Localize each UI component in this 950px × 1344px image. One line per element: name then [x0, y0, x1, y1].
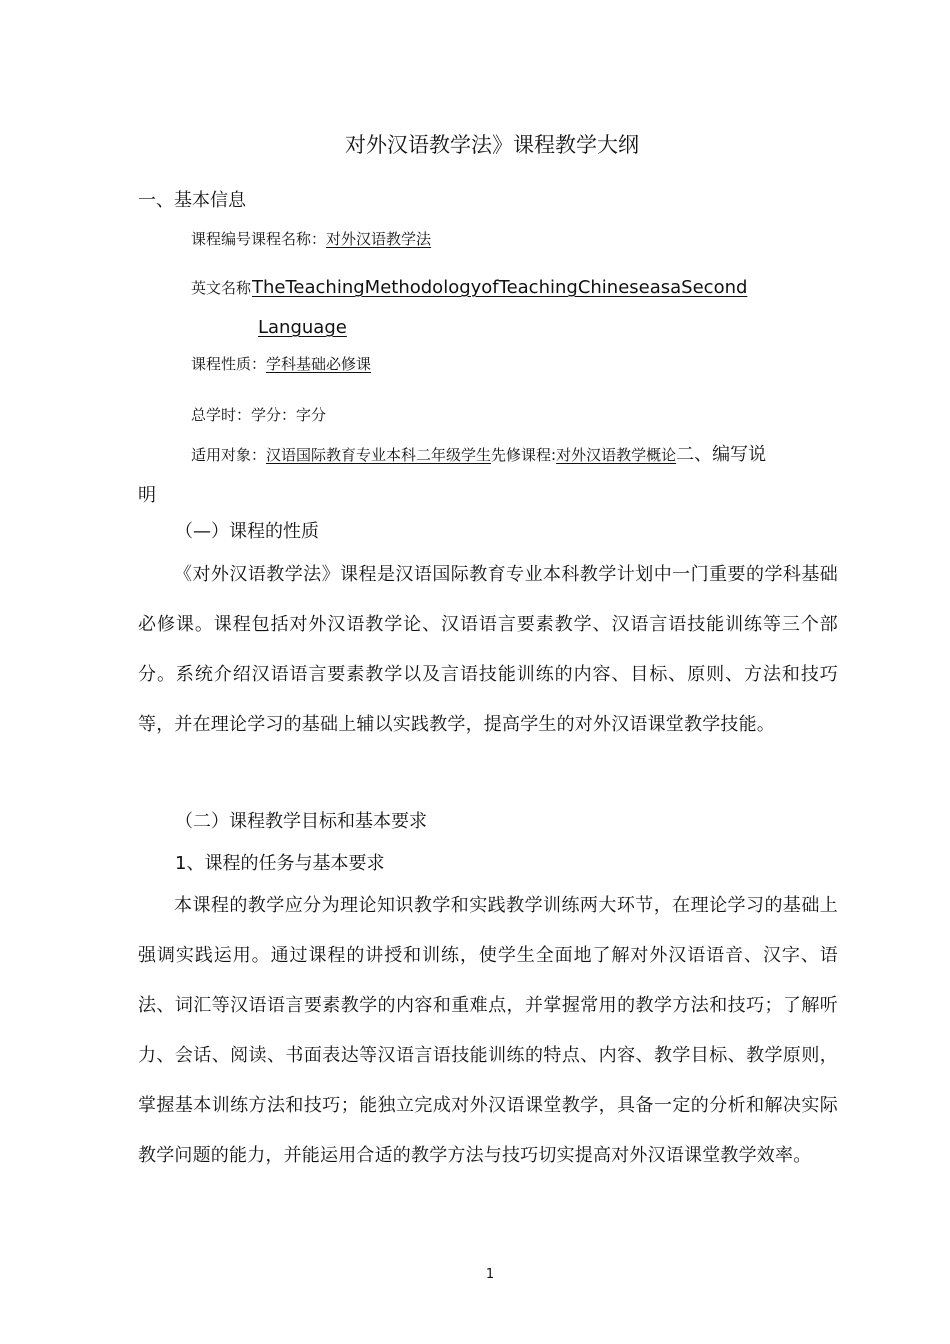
- english-name-value-continued: Language: [258, 317, 347, 338]
- page-number: 1: [485, 1267, 495, 1282]
- course-nature-value: 学科基础必修课: [266, 355, 372, 373]
- audience-value: 汉语国际教育专业本科二年级学生: [266, 446, 492, 464]
- paragraph-tasks-requirements: 本课程的教学应分为理论知识教学和实践教学训练两大环节，在理论学习的基础上强调实践运用。通过课程的讲授和训练，使学生全面地了解对外汉语语音、汉字、语法、词汇等汉语语言要素教学的内容和重难点，并掌握常用的教学方法和技巧；了解听力、会话、阅读、书面表达等汉语言语技能训练的特点、内容、教学目标、教学原则，掌握基本训练方法和技巧；能独立完成对外汉语课堂教学，具备一定的分析和解决实际教学问题的能力，并能运用合适的教学方法与技巧切实提高对外汉语课堂教学效率。: [138, 895, 838, 1166]
- course-code-label: 课程编号: [191, 230, 252, 248]
- subheading-teaching-objectives: （二）课程教学目标和基本要求: [175, 811, 427, 832]
- prereq-value: 对外汉语教学概论: [556, 446, 677, 464]
- course-nature-label: 课程性质：: [191, 355, 267, 373]
- english-name-row: [191, 279, 747, 297]
- english-name-value: TheTeachingMethodologyofTeachingChineseasaSecond: [252, 277, 748, 298]
- prereq-label: 先修课程:: [491, 446, 557, 464]
- document-title: 对外汉语教学法》课程教学大纲: [345, 133, 639, 157]
- hours-credits-line: 总学时：学分：字分: [191, 406, 327, 424]
- paragraph-course-nature: 《对外汉语教学法》课程是汉语国际教育专业本科教学计划中一门重要的学科基础必修课。课程包括对外汉语教学论、汉语语言要素教学、汉语言语技能训练等三个部分。系统介绍汉语语言要素教学以及言语技能训练的内容、目标、原则、方法和技巧等，并在理论学习的基础上辅以实践教学，提高学生的对外汉语课堂教学技能。: [138, 564, 838, 735]
- english-name-label: 英文名称: [191, 279, 252, 297]
- course-nature-row: [191, 357, 371, 372]
- course-name-label: 课程名称：: [251, 230, 327, 248]
- audience-label: 适用对象：: [191, 446, 267, 464]
- section-heading-writing-notes-continued: 明: [138, 485, 156, 506]
- section-heading-basic-info: 一、基本信息: [138, 190, 246, 211]
- course-name-row: [191, 232, 431, 247]
- audience-prereq-row: [191, 446, 766, 464]
- subheading-course-nature: （—）课程的性质: [175, 521, 319, 542]
- subheading-tasks-requirements: 1、课程的任务与基本要求: [175, 853, 385, 874]
- course-name-value: 对外汉语教学法: [326, 230, 432, 248]
- section-heading-writing-notes: 二、编写说: [676, 444, 767, 465]
